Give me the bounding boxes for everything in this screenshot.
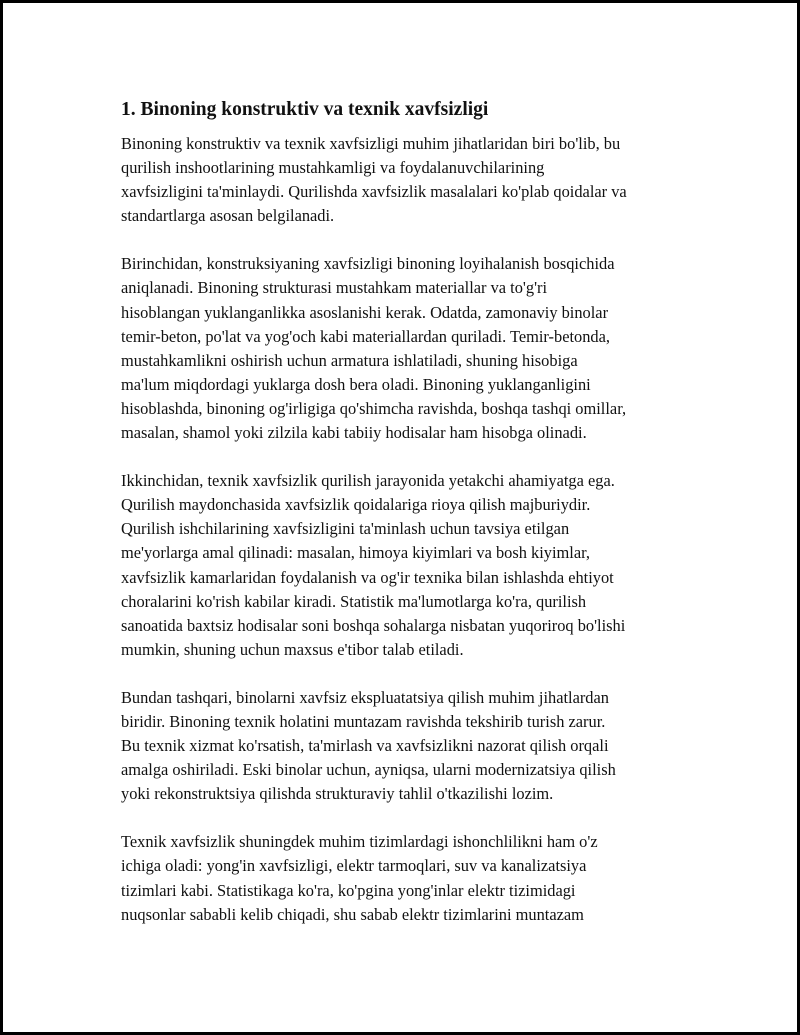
text-line: choralarini ko'rish kabilar kiradi. Statistik ma'lumotlarga ko'ra, qurilish [121,591,587,611]
text-line: mumkin, shuning uchun maxsus e'tibor talab etiladi. [121,639,464,659]
text-line: xavfsizligini ta'minlaydi. Qurilishda xavfsizlik masalalari ko'plab qoidalar va [121,182,627,202]
text-line: nuqsonlar sababli kelib chiqadi, shu sabab elektr tizimlarini muntazam [121,904,584,924]
text-line: amalga oshiriladi. Eski binolar uchun, ayniqsa, ularni modernizatsiya qilish [121,760,616,780]
text-line: tizimlari kabi. Statistikaga ko'ra, ko'pgina yong'inlar elektr tizimidagi [121,880,576,900]
text-line: sanoatida baxtsiz hodisalar soni boshqa sohalarga nisbatan yuqoriroq bo'lishi [121,615,626,635]
text-line: Birinchidan, konstruksiyaning xavfsizligi binoning loyihalanish bosqichida [121,254,615,274]
paragraph [121,132,691,228]
text-line: Qurilish maydonchasida xavfsizlik qoidalariga rioya qilish majburiydir. [121,495,591,515]
text-line: Texnik xavfsizlik shuningdek muhim tizimlardagi ishonchlilikni ham o'z [121,832,598,852]
text-line: ichiga oladi: yong'in xavfsizligi, elektr tarmoqlari, suv va kanalizatsiya [121,856,587,876]
text-line: hisoblashda, binoning og'irligiga qo'shimcha ravishda, boshqa tashqi omillar, [121,398,627,418]
text-line: mustahkamlikni oshirish uchun armatura ishlatiladi, shuning hisobiga [121,350,578,370]
text-line: Ikkinchidan, texnik xavfsizlik qurilish jarayonida yetakchi ahamiyatga ega. [121,471,615,491]
text-line: ma'lum miqdordagi yuklarga dosh bera oladi. Binoning yuklanganligini [121,374,591,394]
text-line: xavfsizlik kamarlaridan foydalanish va og'ir texnika bilan ishlashda ehtiyot [121,567,614,587]
text-line: aniqlanadi. Binoning strukturasi mustahkam materiallar va to'g'ri [121,278,548,298]
section-heading: 1. Binoning konstruktiv va texnik xavfsizligi [121,99,489,120]
paragraph [121,830,691,926]
paragraphs-container [121,132,691,927]
text-line: masalan, shamol yoki zilzila kabi tabiiy hodisalar ham hisobga olinadi. [121,423,587,443]
document-body [121,97,691,951]
text-line: qurilish inshootlarining mustahkamligi va foydalanuvchilarining [121,158,545,178]
text-line: Binoning konstruktiv va texnik xavfsizligi muhim jihatlaridan biri bo'lib, bu [121,134,621,153]
text-line: me'yorlarga amal qilinadi: masalan, himoya kiyimlari va bosh kiyimlar, [121,543,591,563]
text-line: yoki rekonstruktsiya qilishda strukturaviy tahlil o'tkazilishi lozim. [121,784,554,804]
text-line: Qurilish ishchilarining xavfsizligini ta'minlash uchun tavsiya etilgan [121,519,570,539]
text-line: biridir. Binoning texnik holatini muntazam ravishda tekshirib turish zarur. [121,711,606,731]
paragraph [121,686,691,806]
text-line: hisoblangan yuklanganlikka asoslanishi kerak. Odatda, zamonaviy binolar [121,302,609,322]
text-line: temir-beton, po'lat va yog'och kabi materiallardan quriladi. Temir-betonda, [121,326,610,346]
text-line: Bundan tashqari, binolarni xavfsiz ekspluatatsiya qilish muhim jihatlardan [121,687,609,707]
text-line: Bu texnik xizmat ko'rsatish, ta'mirlash va xavfsizlikni nazorat qilish orqali [121,736,609,756]
paragraph [121,252,691,445]
paragraph [121,469,691,662]
text-line: standartlarga asosan belgilanadi. [121,206,335,226]
